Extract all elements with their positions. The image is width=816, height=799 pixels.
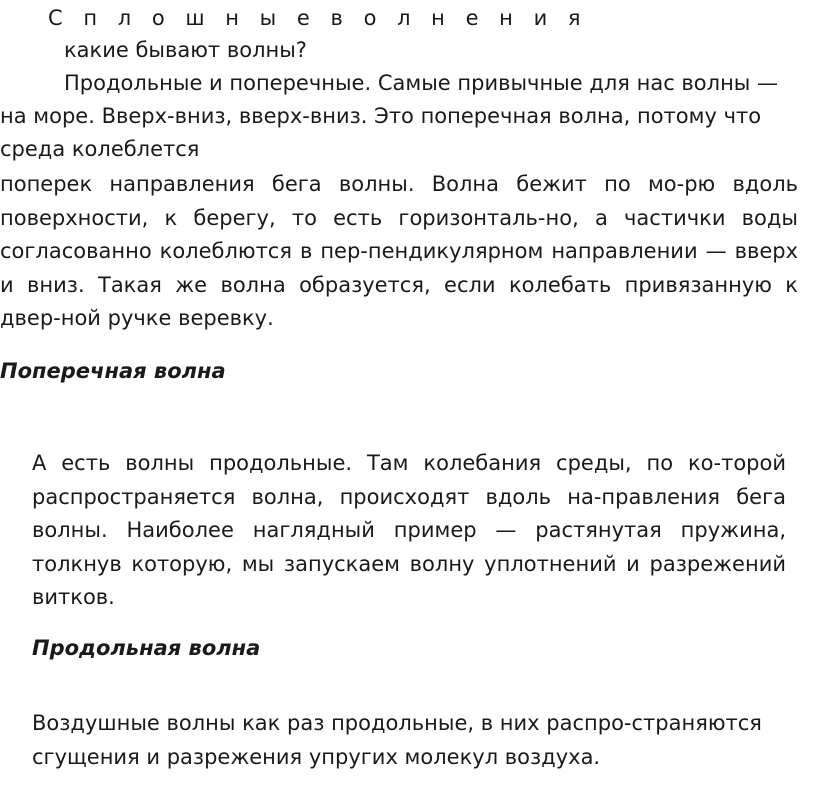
paragraph-line: толкнув которую, мы запускаем волну уплотнений и разрежений [32,551,786,576]
section-title: С п л о ш н ы е в о л н е н и я [48,6,588,30]
paragraph-longitudinal [32,447,786,615]
paragraph-line: А есть волны продольные. Там колебания среды, по ко-торой [32,451,786,475]
paragraph-line: сгущения и разрежения упругих молекул воздуха. [32,745,601,769]
paragraph-line: витков. [32,585,115,609]
heading-longitudinal-wave: Продольная волна [32,636,261,660]
paragraph-line: волны. Наиболее наглядный пример — растянутая пружина, [32,518,786,542]
paragraph-line: распространяется волна, происходят вдоль на-правления бега [32,484,786,509]
paragraph-line: поперек направления бега волны. Волна бежит по мо-рю вдоль [0,172,798,196]
paragraph-line: поверхности, к берегу, то есть горизонталь-но, а частички воды [0,205,798,230]
paragraph-line: Воздушные волны как раз продольные, в них распро-страняются [32,711,762,735]
paragraph-transverse [0,168,798,336]
paragraph-line: Продольные и поперечные. Самые привычные для нас волны — [64,71,779,95]
paragraph-line: согласованно колеблются в пер-пендикулярном направлении — вверх [0,239,798,263]
paragraph-line: и вниз. Такая же волна образуется, если колебать привязанную к [0,272,798,297]
paragraph-line: среда колеблется [0,137,200,161]
paragraph-line: двер-ной ручке веревку. [0,306,274,330]
heading-transverse-wave: Поперечная волна [0,359,226,383]
question-line: какие бывают волны? [64,38,307,62]
paragraph-line: на море. Вверх-вниз, вверх-вниз. Это поперечная волна, потому что [0,104,762,128]
